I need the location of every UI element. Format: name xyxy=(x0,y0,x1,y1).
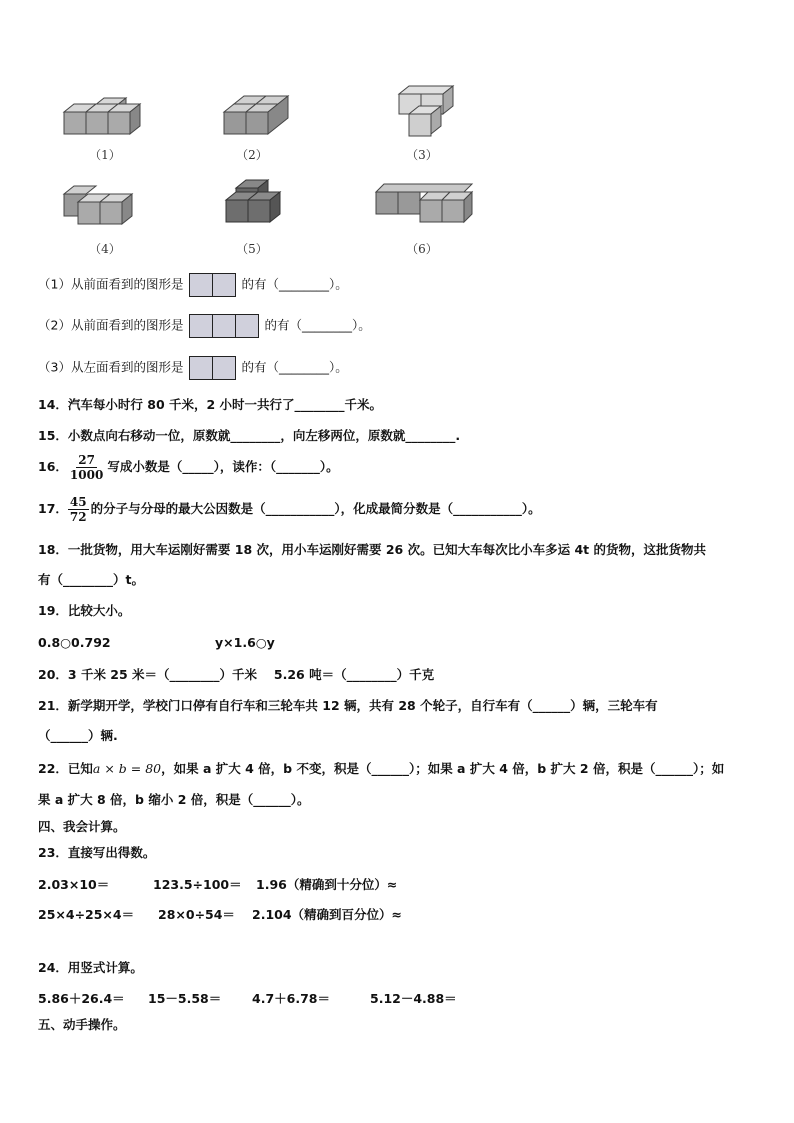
question-16: 16． $\frac{27}{1000}$ 写成小数是（_____），读作：（_______）。 xyxy=(38,453,339,482)
question-19-b: y×1.6○y xyxy=(215,635,275,650)
question-23: 23．直接写出得数。 xyxy=(38,845,156,860)
question-24-c4: 5.12－4.88＝ xyxy=(370,991,457,1006)
question-24-c3: 4.7＋6.78＝ xyxy=(252,991,330,1006)
question-24-c1: 5.86＋26.4＝ xyxy=(38,991,125,1006)
question-23-r2-c1: 25×4÷25×4＝ xyxy=(38,907,135,922)
question-19: 19．比较大小。 xyxy=(38,603,131,618)
figure-label-2: （2） xyxy=(236,148,268,162)
question-21-line1: 21．新学期开学，学校门口停有自行车和三轮车共 12 辆，共有 28 个轮子，自行车有（______）辆，三轮车有 xyxy=(38,698,658,713)
figure-label-4: （4） xyxy=(89,242,121,256)
cube-figure-2 xyxy=(220,92,310,144)
two-squares-icon xyxy=(189,356,235,380)
question-23-r2-c2: 28×0÷54＝ xyxy=(158,907,235,922)
two-squares-icon xyxy=(189,273,235,297)
fraction-45-72: $\frac{45}{72}$ xyxy=(69,495,87,524)
question-24-c2: 15－5.58＝ xyxy=(148,991,222,1006)
three-squares-icon xyxy=(189,314,258,338)
cube-figure-5 xyxy=(222,176,302,236)
question-18-line1: 18．一批货物，用大车运刚好需要 18 次，用小车运刚好需要 26 次。已知大车每次比小车多运 4t 的货物，这批货物共 xyxy=(38,542,706,557)
figure-label-6: （6） xyxy=(406,242,438,256)
question-24: 24．用竖式计算。 xyxy=(38,960,143,975)
cube-figure-4 xyxy=(60,182,150,232)
figure-label-3: （3） xyxy=(406,148,438,162)
question-14: 14．汽车每小时行 80 千米，2 小时一共行了________千米。 xyxy=(38,397,383,412)
question-17: 17． $\frac{45}{72}$ 的分子与分母的最大公因数是（___________），化成最简分数是（___________）。 xyxy=(38,495,541,524)
equation-a-times-b: a × b = 80 xyxy=(92,761,162,776)
figure-label-1: （1） xyxy=(89,148,121,162)
subquestion-3: （3）从左面看到的图形是 的有（________）。 xyxy=(38,356,348,380)
figure-label-5: （5） xyxy=(236,242,268,256)
section-5-heading: 五、动手操作。 xyxy=(38,1017,126,1032)
question-23-r2-c3: 2.104（精确到百分位）≈ xyxy=(252,907,403,922)
question-15: 15．小数点向右移动一位，原数就________，向左移两位，原数就________. xyxy=(38,428,461,443)
cube-figure-1 xyxy=(60,92,160,144)
question-18-line2: 有（________）t。 xyxy=(38,572,144,587)
question-22-line1: 22．已知a × b = 80，如果 a 扩大 4 倍，b 不变，积是（______）；如果 a 扩大 4 倍，b 扩大 2 倍，积是（______）；如 xyxy=(38,761,725,776)
cube-figure-3 xyxy=(395,84,475,144)
section-4-heading: 四、我会计算。 xyxy=(38,819,126,834)
question-21-line2: （______）辆. xyxy=(38,728,118,743)
subquestion-2: （2）从前面看到的图形是 的有（________）。 xyxy=(38,314,371,338)
subquestion-1: （1）从前面看到的图形是 的有（________）。 xyxy=(38,273,348,297)
question-19-a: 0.8○0.792 xyxy=(38,635,111,650)
question-23-r1-c2: 123.5÷100＝ xyxy=(153,877,242,892)
fraction-27-1000: $\frac{27}{1000}$ xyxy=(69,453,104,482)
question-22-line2: 果 a 扩大 8 倍，b 缩小 2 倍，积是（______）。 xyxy=(38,792,310,807)
question-23-r1-c1: 2.03×10＝ xyxy=(38,877,110,892)
question-20: 20．3 千米 25 米＝（________）千米 5.26 吨＝（________）千克 xyxy=(38,667,435,682)
cube-figure-6 xyxy=(372,180,482,232)
question-23-r1-c3: 1.96（精确到十分位）≈ xyxy=(256,877,398,892)
